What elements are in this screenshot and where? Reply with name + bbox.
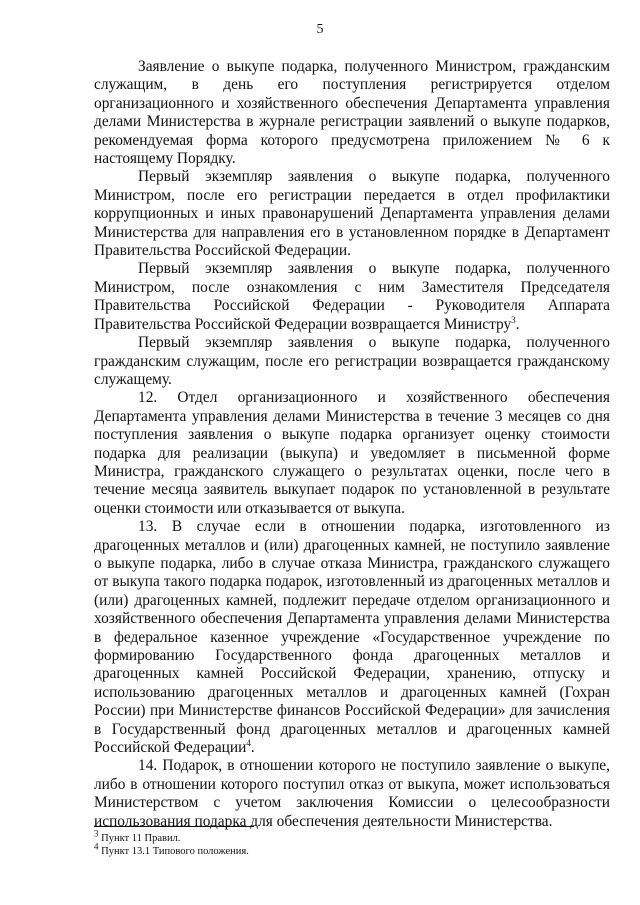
document-body [94,58,610,831]
footnotes [94,828,610,858]
footnote-divider [94,826,254,827]
sentence-end: . [250,739,255,757]
paragraph-item-12: 12. Отдел организационного и хозяйственного обеспечения Департамента управления делами Министерства в течение 3 месяцев со дня поступления заявления о выкупе подарка организует оценку стоимости подарка для реализации (выкупа) и уведомляет в письменной форме Министра, гражданского служащего о результатах оценки, после чего в течение месяца заявитель выкупает подарок по установленной в результате оценки стоимости или отказывается от выкупа. [94,389,610,517]
footnote-4 [94,841,610,858]
paragraph-minister-copy-transfer: Первый экземпляр заявления о выкупе подарка, полученного Министром, после его регистрации передается в отдел профилактики коррупционных и иных правонарушений Департамента управления делами Министерства для направления его в установленном порядке в Департамент Правительства Российской Федерации. [94,168,610,260]
paragraph-text: 13. В случае если в отношении подарка, изготовленного из драгоценных металлов и (или) драгоценных камней, не поступило заявление о выкупе подарка, либо в случае отказа Министра, гражданского служащего от выкупа такого подарка подарок, изготовленный из драгоценных металлов и (или) драгоценных камней, подлежит передаче отделом организационного и хозяйственного обеспечения Департамента управления делами Министерства в федеральное казенное учреждение «Государственное учреждение по формированию Государственного фонда драгоценных металлов и драгоценных камней Российской Федерации, хранению, отпуску и использованию драгоценных металлов и драгоценных камней (Гохран России) при Министерстве финансов Российской Федерации» для зачисления в Государственный фонд драгоценных металлов и драгоценных камней Российской Федерации [94,518,610,757]
footnote-mark: 3 [94,828,99,839]
sentence-end: . [515,315,520,333]
footnote-mark: 4 [94,841,99,852]
paragraph-item-13 [94,518,610,757]
paragraph-minister-copy-return [94,260,610,334]
footnote-ref-4: 4 [246,737,251,748]
paragraph-text: Первый экземпляр заявления о выкупе подарка, полученного Министром, после ознакомления с ним Заместителя Председателя Правительства Российской Федерации - Руководителя Аппарата Правительства Российской Федерации возвращается Министру [94,260,610,333]
page-number: 5 [316,22,324,37]
paragraph-servant-copy-return: Первый экземпляр заявления о выкупе подарка, полученного гражданским служащим, после его регистрации возвращается гражданскому служащему. [94,334,610,388]
paragraph-item-14: 14. Подарок, в отношении которого не поступило заявление о выкупе, либо в отношении которого поступил отказ от выкупа, может использоваться Министерством с учетом заключения Комиссии о целесообразности использования подарка для обеспечения деятельности Министерства. [94,757,610,830]
footnote-ref-3: 3 [511,314,516,325]
footnote-text: Пункт 11 Правил. [98,833,181,844]
footnote-text: Пункт 13.1 Типового положения. [98,846,249,857]
footnote-3 [94,828,610,845]
paragraph-registration: Заявление о выкупе подарка, полученного Министром, гражданским служащим, в день его поступления регистрируется отделом организационного и хозяйственного обеспечения Департамента управления делами Министерства в журнале регистрации заявлений о выкупе подарков, рекомендуемая форма которого предусмотрена приложением № 6 к настоящему Порядку. [94,58,610,168]
